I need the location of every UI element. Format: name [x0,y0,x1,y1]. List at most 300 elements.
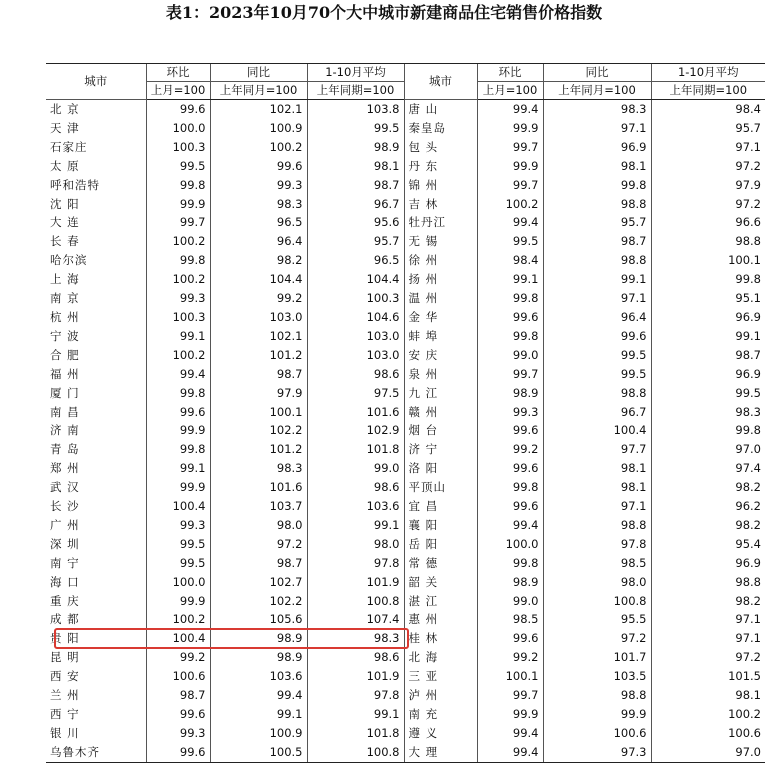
city-name-cell: 九 江 [404,384,477,403]
index-value-cell: 99.6 [543,327,651,346]
index-value-cell: 101.8 [307,724,404,743]
table-row [46,554,765,573]
index-value-cell: 103.5 [543,667,651,686]
index-value-cell: 99.9 [477,157,543,176]
index-value-cell: 99.9 [477,705,543,724]
index-value-cell: 97.8 [307,686,404,705]
city-name-cell: 宁 波 [50,328,80,343]
index-value-cell: 99.5 [651,384,765,403]
header-yoy-right: 同比 [543,64,651,82]
index-value-cell: 102.7 [210,573,307,592]
header-city-right: 城市 [404,64,477,100]
index-value-cell: 98.6 [307,478,404,497]
index-value-cell: 99.8 [651,270,765,289]
index-value-cell: 99.4 [146,365,210,384]
index-value-cell: 99.6 [477,497,543,516]
index-value-cell: 97.8 [543,535,651,554]
index-value-cell: 99.2 [146,648,210,667]
index-value-cell: 100.6 [543,724,651,743]
index-value-cell: 95.5 [543,610,651,629]
index-value-cell: 96.7 [307,195,404,214]
index-value-cell: 99.5 [146,554,210,573]
index-value-cell: 99.9 [543,705,651,724]
index-value-cell: 101.5 [651,667,765,686]
table-row [46,497,765,516]
table-row [46,648,765,667]
index-value-cell: 99.9 [146,592,210,611]
index-value-cell: 99.8 [146,440,210,459]
index-value-cell: 104.4 [210,270,307,289]
table-row [46,251,765,270]
index-value-cell: 99.6 [146,705,210,724]
index-value-cell: 104.6 [307,308,404,327]
index-value-cell: 99.8 [146,251,210,270]
index-value-cell: 97.1 [651,629,765,648]
index-value-cell: 100.9 [210,724,307,743]
city-name-cell: 牡丹江 [404,213,477,232]
table-row [46,421,765,440]
index-value-cell: 105.6 [210,610,307,629]
index-value-cell: 101.6 [210,478,307,497]
city-name-cell: 桂 林 [404,629,477,648]
city-name-cell: 岳 阳 [404,535,477,554]
city-name-cell: 包 头 [404,138,477,157]
index-value-cell: 100.8 [543,592,651,611]
index-value-cell: 103.0 [307,346,404,365]
index-value-cell: 100.3 [146,308,210,327]
header-avg-right: 1-10月平均 [651,64,765,82]
index-value-cell: 100.0 [477,535,543,554]
index-value-cell: 101.2 [210,440,307,459]
city-name-cell: 韶 关 [404,573,477,592]
table-row [46,138,765,157]
index-value-cell: 102.1 [210,100,307,119]
city-name-cell: 三 亚 [404,667,477,686]
city-name-cell: 海 口 [50,574,80,589]
index-value-cell: 98.8 [651,232,765,251]
index-value-cell: 96.4 [543,308,651,327]
index-value-cell: 98.7 [651,346,765,365]
city-name-cell: 呼和浩特 [50,177,100,192]
index-value-cell: 98.5 [477,610,543,629]
index-value-cell: 99.5 [477,232,543,251]
table-row [46,270,765,289]
index-value-cell: 97.7 [543,440,651,459]
index-value-cell: 99.5 [307,119,404,138]
index-value-cell: 99.2 [210,289,307,308]
table-row [46,176,765,195]
header-yoy-left: 同比 [210,64,307,82]
city-name-cell: 兰 州 [50,688,80,703]
index-value-cell: 100.4 [543,421,651,440]
index-value-cell: 99.8 [477,327,543,346]
index-value-cell: 99.4 [477,100,543,119]
header-row [46,64,765,82]
index-value-cell: 97.8 [307,554,404,573]
city-name-cell: 常 德 [404,554,477,573]
city-name-cell: 大 理 [404,743,477,762]
index-value-cell: 99.6 [477,629,543,648]
index-value-cell: 97.9 [651,176,765,195]
index-value-cell: 98.0 [210,516,307,535]
index-value-cell: 98.9 [477,573,543,592]
header-mom-base-left: 上月=100 [146,82,210,100]
city-name-cell: 大 连 [50,215,80,230]
table-row [46,667,765,686]
table-row [46,327,765,346]
city-name-cell: 银 川 [50,725,80,740]
index-value-cell: 98.3 [543,100,651,119]
index-value-cell: 98.4 [651,100,765,119]
index-value-cell: 99.8 [146,384,210,403]
index-value-cell: 95.6 [307,213,404,232]
index-value-cell: 98.3 [307,629,404,648]
index-value-cell: 101.9 [307,667,404,686]
index-value-cell: 99.3 [210,176,307,195]
index-value-cell: 103.6 [307,497,404,516]
city-name-cell: 厦 门 [50,385,80,400]
index-value-cell: 100.2 [146,610,210,629]
table-row [46,213,765,232]
table-row [46,308,765,327]
index-value-cell: 97.2 [651,157,765,176]
index-value-cell: 99.9 [146,195,210,214]
index-value-cell: 96.9 [651,365,765,384]
index-value-cell: 98.3 [210,195,307,214]
index-value-cell: 98.0 [543,573,651,592]
index-value-cell: 99.5 [146,157,210,176]
index-value-cell: 99.0 [307,459,404,478]
index-value-cell: 98.2 [651,592,765,611]
index-value-cell: 100.6 [146,667,210,686]
table-row [46,440,765,459]
index-value-cell: 98.8 [543,251,651,270]
index-value-cell: 100.0 [146,119,210,138]
city-name-cell: 长 沙 [50,499,80,514]
index-value-cell: 98.2 [651,516,765,535]
city-name-cell: 乌鲁木齐 [46,743,146,762]
index-value-cell: 99.4 [477,213,543,232]
index-value-cell: 98.8 [543,686,651,705]
index-value-cell: 99.3 [146,516,210,535]
index-value-cell: 103.0 [210,308,307,327]
city-name-cell: 合 肥 [50,347,80,362]
city-name-cell: 秦皇岛 [404,119,477,138]
index-value-cell: 99.4 [477,516,543,535]
index-value-cell: 99.7 [146,213,210,232]
index-value-cell: 99.6 [477,459,543,478]
header-yoy-base-left: 上年同月=100 [210,82,307,100]
index-value-cell: 98.8 [543,516,651,535]
index-value-cell: 98.1 [543,157,651,176]
index-value-cell: 99.9 [146,478,210,497]
index-value-cell: 96.6 [651,213,765,232]
city-name-cell: 平顶山 [404,478,477,497]
index-value-cell: 95.1 [651,289,765,308]
index-value-cell: 96.5 [307,251,404,270]
index-value-cell: 98.9 [210,648,307,667]
table-row [46,724,765,743]
index-value-cell: 98.3 [210,459,307,478]
city-name-cell: 贵 阳 [50,631,80,646]
table-row [46,119,765,138]
index-value-cell: 99.8 [477,554,543,573]
index-value-cell: 99.1 [477,270,543,289]
index-value-cell: 99.6 [477,421,543,440]
city-name-cell: 无 锡 [404,232,477,251]
city-name-cell: 昆 明 [50,650,80,665]
index-value-cell: 96.9 [651,554,765,573]
city-name-cell: 烟 台 [404,421,477,440]
table-row [46,743,765,762]
index-value-cell: 102.2 [210,592,307,611]
index-value-cell: 99.5 [543,365,651,384]
index-value-cell: 99.4 [210,686,307,705]
index-value-cell: 98.8 [651,573,765,592]
index-value-cell: 103.6 [210,667,307,686]
index-value-cell: 99.2 [477,648,543,667]
index-value-cell: 97.5 [307,384,404,403]
table-row [46,686,765,705]
index-value-cell: 99.0 [477,592,543,611]
index-value-cell: 98.1 [307,157,404,176]
index-value-cell: 98.4 [477,251,543,270]
header-yoy-base-right: 上年同月=100 [543,82,651,100]
city-name-cell: 湛 江 [404,592,477,611]
index-value-cell: 100.0 [146,573,210,592]
index-value-cell: 99.8 [477,289,543,308]
index-value-cell: 99.8 [651,421,765,440]
city-name-cell: 沈 阳 [50,196,80,211]
index-value-cell: 99.1 [307,705,404,724]
table-row [46,157,765,176]
header-mom-right: 环比 [477,64,543,82]
table-row [46,592,765,611]
city-name-cell: 福 州 [50,366,80,381]
index-value-cell: 98.7 [543,232,651,251]
city-name-cell: 重 庆 [50,593,80,608]
index-value-cell: 99.4 [477,724,543,743]
index-value-cell: 97.4 [651,459,765,478]
city-name-cell: 宜 昌 [404,497,477,516]
header-avg-base-left: 上年同期=100 [307,82,404,100]
index-value-cell: 99.1 [146,459,210,478]
index-value-cell: 99.7 [477,176,543,195]
index-value-cell: 99.6 [477,308,543,327]
index-value-cell: 100.1 [651,251,765,270]
city-name-cell: 南 宁 [50,555,80,570]
city-name-cell: 洛 阳 [404,459,477,478]
city-name-cell: 惠 州 [404,610,477,629]
city-name-cell: 锦 州 [404,176,477,195]
city-name-cell: 南 充 [404,705,477,724]
index-value-cell: 99.1 [543,270,651,289]
index-value-cell: 99.7 [477,138,543,157]
index-value-cell: 102.9 [307,421,404,440]
city-name-cell: 石家庄 [50,139,88,154]
index-value-cell: 99.6 [146,403,210,422]
index-value-cell: 99.6 [146,100,210,119]
city-name-cell: 蚌 埠 [404,327,477,346]
index-value-cell: 100.1 [210,403,307,422]
city-name-cell: 安 庆 [404,346,477,365]
index-value-cell: 98.7 [210,554,307,573]
index-value-cell: 99.5 [146,535,210,554]
table-row [46,365,765,384]
index-value-cell: 103.8 [307,100,404,119]
index-value-cell: 99.3 [146,289,210,308]
index-value-cell: 101.8 [307,440,404,459]
index-value-cell: 99.1 [146,327,210,346]
index-value-cell: 98.7 [146,686,210,705]
header-avg-left: 1-10月平均 [307,64,404,82]
index-value-cell: 99.6 [210,157,307,176]
index-value-cell: 103.0 [307,327,404,346]
city-name-cell: 青 岛 [50,442,80,457]
index-value-cell: 101.7 [543,648,651,667]
city-name-cell: 吉 林 [404,195,477,214]
table-title: 表1：2023年10月70个大中城市新建商品住宅销售价格指数 [165,3,603,22]
index-value-cell: 101.2 [210,346,307,365]
city-name-cell: 西 宁 [50,707,80,721]
index-value-cell: 97.1 [543,497,651,516]
index-value-cell: 97.2 [210,535,307,554]
index-value-cell: 98.9 [210,629,307,648]
index-value-cell: 99.5 [543,346,651,365]
index-value-cell: 96.4 [210,232,307,251]
index-value-cell: 100.2 [146,270,210,289]
index-value-cell: 102.1 [210,327,307,346]
table-row [46,516,765,535]
table-row [46,459,765,478]
table-row [46,100,765,119]
table-row [46,705,765,724]
index-value-cell: 99.9 [477,119,543,138]
index-value-cell: 97.2 [651,195,765,214]
table-row [46,535,765,554]
city-name-cell: 徐 州 [404,251,477,270]
city-name-cell: 遵 义 [404,724,477,743]
index-value-cell: 107.4 [307,610,404,629]
index-value-cell: 99.2 [477,440,543,459]
city-name-cell: 唐 山 [404,100,477,119]
index-value-cell: 104.4 [307,270,404,289]
index-value-cell: 96.9 [651,308,765,327]
index-value-cell: 100.3 [307,289,404,308]
city-name-cell: 济 南 [50,423,80,438]
index-value-cell: 95.7 [307,232,404,251]
index-value-cell: 99.7 [477,686,543,705]
table-row [46,289,765,308]
index-value-cell: 96.7 [543,403,651,422]
city-name-cell: 丹 东 [404,157,477,176]
index-value-cell: 97.3 [543,743,651,762]
index-value-cell: 98.5 [543,554,651,573]
table-row [46,629,765,648]
index-value-cell: 99.0 [477,346,543,365]
index-value-cell: 97.2 [543,629,651,648]
index-value-cell: 98.8 [543,195,651,214]
index-value-cell: 97.1 [543,289,651,308]
index-value-cell: 99.1 [307,516,404,535]
index-value-cell: 98.1 [651,686,765,705]
index-value-cell: 100.3 [146,138,210,157]
city-name-cell: 长 春 [50,234,80,249]
index-value-cell: 99.3 [477,403,543,422]
city-name-cell: 上 海 [50,272,80,287]
index-value-cell: 97.9 [210,384,307,403]
index-value-cell: 99.9 [146,421,210,440]
index-value-cell: 100.2 [146,232,210,251]
city-name-cell: 扬 州 [404,270,477,289]
city-name-cell: 北 海 [404,648,477,667]
header-mom-left: 环比 [146,64,210,82]
index-value-cell: 97.1 [651,610,765,629]
table-row [46,403,765,422]
index-value-cell: 101.9 [307,573,404,592]
index-value-cell: 100.5 [210,743,307,762]
city-name-cell: 赣 州 [404,403,477,422]
city-name-cell: 太 原 [50,158,80,173]
index-value-cell: 100.4 [146,629,210,648]
index-value-cell: 100.2 [146,346,210,365]
index-value-cell: 98.9 [307,138,404,157]
index-value-cell: 98.6 [307,365,404,384]
index-value-cell: 103.7 [210,497,307,516]
city-name-cell: 温 州 [404,289,477,308]
table-row [46,195,765,214]
index-value-cell: 98.8 [543,384,651,403]
city-name-cell: 天 津 [50,120,80,135]
header-avg-base-right: 上年同期=100 [651,82,765,100]
index-value-cell: 100.1 [477,667,543,686]
index-value-cell: 97.0 [651,743,765,762]
city-name-cell: 广 州 [50,517,80,532]
index-value-cell: 98.2 [210,251,307,270]
index-value-cell: 98.3 [651,403,765,422]
city-name-cell: 哈尔滨 [50,253,88,268]
city-name-cell: 南 昌 [50,404,80,419]
index-value-cell: 97.0 [651,440,765,459]
index-value-cell: 100.6 [651,724,765,743]
index-value-cell: 98.1 [543,478,651,497]
index-value-cell: 98.7 [210,365,307,384]
index-value-cell: 98.9 [477,384,543,403]
index-value-cell: 100.4 [146,497,210,516]
index-value-cell: 98.6 [307,648,404,667]
index-value-cell: 99.8 [146,176,210,195]
index-value-cell: 97.1 [543,119,651,138]
index-value-cell: 100.2 [210,138,307,157]
index-value-cell: 97.1 [651,138,765,157]
index-value-cell: 98.7 [307,176,404,195]
city-name-cell: 北 京 [50,102,80,116]
city-name-cell: 济 宁 [404,440,477,459]
index-value-cell: 99.1 [210,705,307,724]
index-value-cell: 100.8 [307,592,404,611]
table-row [46,384,765,403]
header-mom-base-right: 上月=100 [477,82,543,100]
index-value-cell: 96.5 [210,213,307,232]
header-city-left: 城市 [46,64,146,100]
city-name-cell: 深 圳 [50,536,80,551]
index-value-cell: 100.9 [210,119,307,138]
city-name-cell: 泉 州 [404,365,477,384]
index-value-cell: 100.8 [307,743,404,762]
city-name-cell: 西 安 [50,669,80,684]
index-value-cell: 95.7 [651,119,765,138]
index-value-cell: 98.0 [307,535,404,554]
